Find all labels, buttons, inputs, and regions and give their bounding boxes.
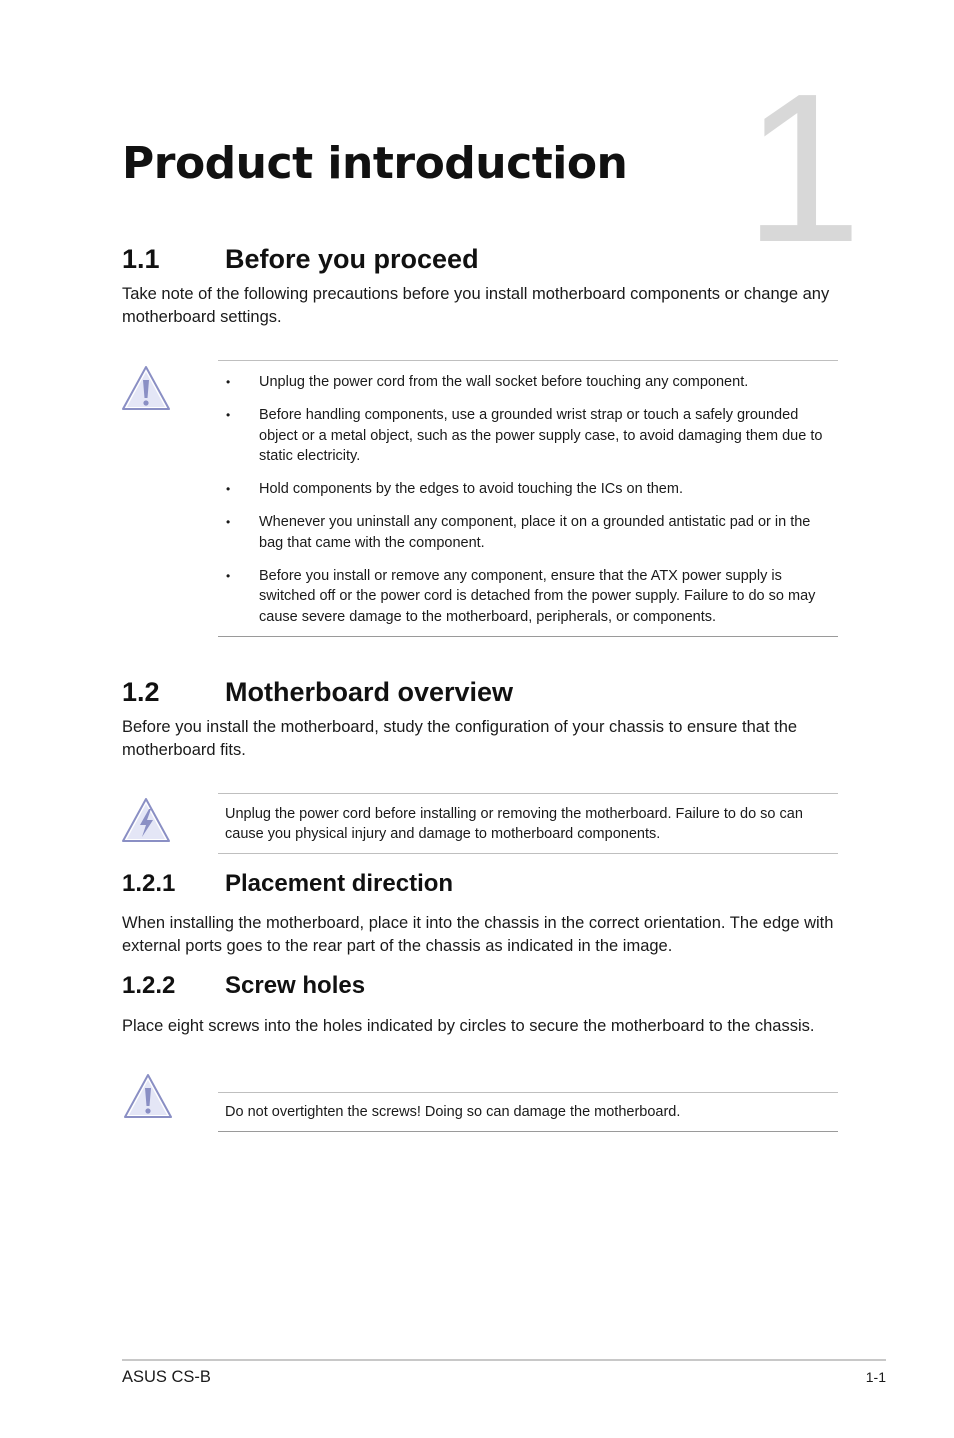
section-title: Before you proceed xyxy=(225,244,479,274)
list-item: • Hold components by the edges to avoid touching the ICs on them. xyxy=(226,481,683,498)
list-item: • Before you install or remove any component, ensure that the ATX power supply is switched off or the power cord is detached from the power supply. Failure to do so may cause severe damage to the motherboard, peripherals, or components. xyxy=(226,568,816,625)
note-top-rule xyxy=(218,1092,838,1093)
section-heading-1-2 xyxy=(122,677,513,708)
note-text: Unplug the power cord before installing or removing the motherboard. Failure to do so can cause you physical injury and damage to motherboard components. xyxy=(225,806,803,842)
note-top-rule xyxy=(218,793,838,794)
warning-icon xyxy=(122,1072,174,1120)
section-heading-1-2-1 xyxy=(122,870,453,898)
section-number: 1.2.2 xyxy=(122,972,176,999)
section-intro: Before you install the motherboard, study the configuration of your chassis to ensure that the motherboard fits. xyxy=(122,718,798,759)
section-heading-1-2-2 xyxy=(122,972,365,1000)
note-bottom-rule xyxy=(218,636,838,637)
section-title: Motherboard overview xyxy=(225,677,514,707)
section-number: 1.2 xyxy=(122,677,160,707)
section-title: Placement direction xyxy=(225,870,454,897)
note-text: Do not overtighten the screws! Doing so can damage the motherboard. xyxy=(225,1104,681,1120)
section-text: Place eight screws into the holes indicated by circles to secure the motherboard to the chassis. xyxy=(122,1017,815,1035)
chapter-number: 1 xyxy=(744,49,862,286)
warning-icon xyxy=(120,364,172,412)
section-number: 1.1 xyxy=(122,244,160,274)
list-item: • Whenever you uninstall any component, place it on a grounded antistatic pad or in the bag that came with the component. xyxy=(226,514,811,551)
page-number: 1-1 xyxy=(865,1369,886,1385)
list-item: • Unplug the power cord from the wall socket before touching any component. xyxy=(226,374,749,390)
footer-rule xyxy=(122,1359,886,1361)
section-heading-1-1 xyxy=(122,244,479,275)
chapter-title: Product introduction xyxy=(122,138,628,189)
note-bottom-rule xyxy=(218,853,838,854)
footer-product-name: ASUS CS-B xyxy=(122,1368,211,1386)
list-item: • Before handling components, use a grounded wrist strap or touch a safely grounded object or a metal object, such as the power supply case, to avoid damaging them due to static electricity. xyxy=(226,407,823,464)
note-top-rule xyxy=(218,360,838,361)
section-intro: Take note of the following precautions before you install motherboard components or change any motherboard settings. xyxy=(122,285,830,326)
section-title: Screw holes xyxy=(225,972,366,999)
electric-shock-warning-icon xyxy=(120,796,172,844)
section-number: 1.2.1 xyxy=(122,870,176,897)
precautions-list xyxy=(218,372,838,640)
note-bottom-rule xyxy=(218,1131,838,1132)
section-text: When installing the motherboard, place it into the chassis in the correct orientation. The edge with external ports goes to the rear part of the chassis as indicated in the image. xyxy=(122,914,834,955)
